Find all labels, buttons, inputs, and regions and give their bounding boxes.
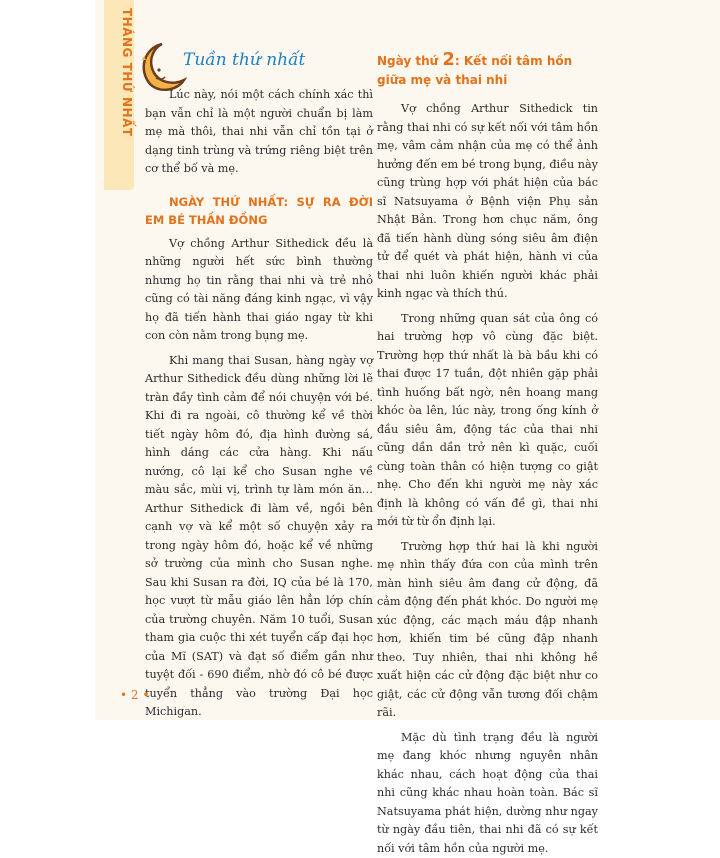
paragraph: Trường hợp thứ hai là khi người mẹ nhìn thấy đứa con của mình trên màn hình siêu âm đang cử động, đã cảm động đến phát khóc. Do người mẹ xúc động, các mạch máu đập nhanh hơn, khiến tim bé cũng đập nhanh theo. Tuy nhiên, thai nhi không hề xuất hiện các cử động đặc biệt như co giật, các cử động vẫn tương đối chậm rãi. xyxy=(377,538,598,723)
paragraph: Mặc dù tình trạng đều là người mẹ đang khóc nhưng nguyên nhân khác nhau, cách hoạt động của thai nhi cũng khác nhau hoàn toàn. Bác sĩ Natsuyama phát hiện, dường như ngay từ ngày đầu tiên, thai nhi đã có sự kết nối với tâm hồn của người mẹ. xyxy=(377,729,598,858)
heading-rest: : Kết nối tâm hồn giữa mẹ và thai nhi xyxy=(377,54,572,87)
heading-day-number: 2 xyxy=(442,49,455,70)
heading-prefix: Ngày thứ xyxy=(377,54,442,68)
paragraph: Vợ chồng Arthur Sithedick tin rằng thai nhi có sự kết nối với tâm hồn mẹ, vâm cảm nhận của mẹ có thể ảnh hưởng đến em bé trong bụng, điều này cũng trùng hợp với phát hiện của bác sĩ Natsuyama ở Bệnh viện Phụ sản Nhật Bản. Trong hơn chục năm, ông đã tiến hành dùng sóng siêu âm điện tử để quét và phát hiện, hành vi của thai nhi luôn khiến người khác phải kinh ngạc và thích thú. xyxy=(377,100,598,304)
paragraph: Khi mang thai Susan, hàng ngày vợ Arthur Sithedick đều dùng những lời lẽ tràn đầy tình cảm để nói chuyện với bé. Khi đi ra ngoài, cô thường kể về thời tiết ngày hôm đó, địa hình đường sá, hình dáng các cửa hàng. Khi nấu nướng, cô lại kể cho Susan nghe về màu sắc, mùi vị, trình tự làm món ăn… Arthur Sithedick đi làm về, ngồi bên cạnh vợ và kể một số chuyện xảy ra trong ngày hôm đó, hoặc kể về những sở trường của mình cho Susan nghe. Sau khi Susan ra đời, IQ của bé là 170, học vượt từ mẫu giáo lên hẳn lớp chín của trường chuyên. Năm 10 tuổi, Susan tham gia cuộc thi xét tuyển cấp đại học của Mĩ (SAT) và đạt số điểm gần như tuyệt đối - 690 điểm, nhờ đó cô bé được tuyển thẳng vào trường Đại học Michigan. xyxy=(145,352,373,722)
section-heading-day-1: NGÀY THỨ NHẤT: SỰ RA ĐỜI EM BÉ THẦN ĐỒNG xyxy=(145,193,373,229)
week-title: Tuần thứ nhất xyxy=(183,50,305,70)
right-column xyxy=(377,100,598,858)
left-column xyxy=(145,86,373,722)
paragraph: Vợ chồng Arthur Sithedick đều là những người hết sức bình thường nhưng họ tin rằng thai nhi và trẻ nhỏ cũng có tài năng đáng kinh ngạc, vì vậy họ đã tiến hành thai giáo ngay từ khi con còn nằm trong bụng mẹ. xyxy=(145,235,373,346)
page-number: • 2 • xyxy=(120,688,149,702)
month-tab-label: THÁNG THỨ NHẤT xyxy=(112,8,134,183)
paragraph: Trong những quan sát của ông có hai trường hợp vô cùng đặc biệt. Trường hợp thứ nhất là bà bầu khi có thai được 17 tuần, đột nhiên gặp phải tình huống bất ngờ, nên hoang mang khóc òa lên, lúc này, trong ống kính ở đầu siêu âm, động tác của thai nhi cũng dần dần trở nên kì quặc, cuối cùng toàn thân có hiện tượng co giật nhẹ. Cho đến khi người mẹ này xác định là không có vấn đề gì, thai nhi mới từ từ ổn định lại. xyxy=(377,310,598,532)
intro-paragraph: Lúc này, nói một cách chính xác thì bạn vẫn chỉ là một người chuẩn bị làm mẹ mà thôi, thai nhi vẫn chỉ tồn tại ở dạng tinh trùng và trứng riêng biệt trên cơ thể bố và mẹ. xyxy=(145,86,373,179)
section-heading-day-2 xyxy=(377,50,602,90)
